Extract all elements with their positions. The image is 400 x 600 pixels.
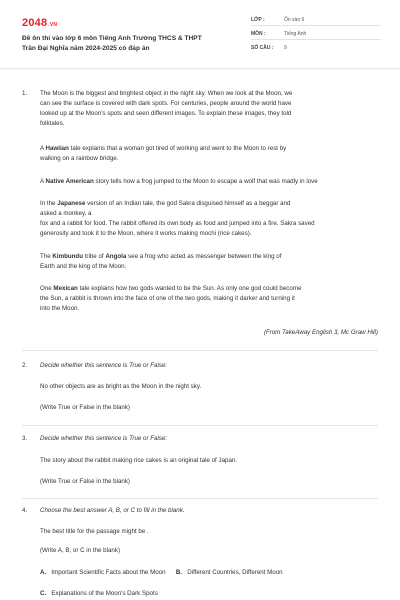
meta-label: LỚP : <box>251 17 265 23</box>
site-logo[interactable] <box>22 17 57 29</box>
question-divider <box>22 425 378 426</box>
passage-line: A Native American story tells how a frog jumped to the Moon to escape a wolf that was madly in love <box>40 178 318 185</box>
meta-value: 9 <box>284 45 287 51</box>
answer-hint: (Write True or False in the blank) <box>40 478 130 485</box>
meta-value: Ôn vào 6 <box>284 17 305 23</box>
passage-line: can see the surface is covered with dark spots. For centuries, people around the world have <box>40 100 292 107</box>
passage-paragraph-3 <box>40 177 318 187</box>
meta-divider <box>251 25 381 26</box>
passage-paragraph-4 <box>40 199 315 239</box>
passage-line: generosity and took it to the Moon, where it works making mochi (rice cakes). <box>40 230 252 237</box>
question-statement: The story about the rabbit making rice cakes is an original tale of Japan. <box>40 457 238 464</box>
question-instruction: Decide whether this sentence is True or False: <box>40 435 168 442</box>
passage-paragraph-5 <box>40 252 281 272</box>
passage-line: In the Japanese version of an Indian tale, the god Sakra disguised himself as a beggar and <box>40 200 291 207</box>
passage-line: looked up at the Moon's spots and seen different images. To explain these images, they told <box>40 110 292 117</box>
passage-line: fox and a rabbit for food. The rabbit offered its own body as food and jumped into a fire. Sakra saved <box>40 220 315 227</box>
question-number: 1. <box>22 90 28 97</box>
answer-hint: (Write True or False in the blank) <box>40 404 130 411</box>
option-a-text: Important Scientific Facts about the Moon <box>51 569 166 576</box>
passage-line: The Moon is the biggest and brightest object in the night sky. When we look at the Moon, we <box>40 90 293 97</box>
option-c-letter: C. <box>40 590 47 597</box>
passage-line: the Sun, a rabbit is thrown into the face of one of the two gods, making it darker and turning it <box>40 295 295 302</box>
question-instruction: Decide whether this sentence is True or False: <box>40 362 168 369</box>
bold-term: Kimbundu <box>52 253 83 260</box>
bold-term: Mexican <box>53 285 78 292</box>
passage-line: A Hawiian tale explains that a woman got tired of working and went to the Moon to rest by <box>40 145 287 152</box>
passage-line: Earth and the king of the Moon. <box>40 263 127 270</box>
meta-label: SỐ CÂU : <box>251 45 274 51</box>
document-title-line2: Trần Đại Nghĩa năm 2024-2025 có đáp án <box>22 44 150 52</box>
bold-term: Native American <box>45 178 94 185</box>
passage-line: into the Moon. <box>40 305 80 312</box>
option-c-text: Explanations of the Moon's Dark Spots <box>51 590 158 597</box>
question-number: 2. <box>22 362 28 369</box>
meta-value: Tiếng Anh <box>284 31 307 37</box>
document-title-line1: Đề ôn thi vào lớp 6 môn Tiếng Anh Trường THCS & THPT <box>22 35 202 42</box>
answer-options-row <box>40 568 283 578</box>
page-header <box>0 0 400 69</box>
option-b-text: Different Countries, Different Moon <box>187 569 283 576</box>
passage-paragraph-2 <box>40 144 286 164</box>
option-b-letter: B. <box>175 569 183 576</box>
passage-line: walking on a rainbow bridge. <box>40 155 119 162</box>
question-number: 3. <box>22 435 28 442</box>
question-statement: No other objects are as bright as the Moon in the night sky. <box>40 383 202 390</box>
passage-paragraph-6 <box>40 284 301 314</box>
meta-label: MÔN : <box>251 31 266 37</box>
question-divider <box>22 498 378 499</box>
passage-line: folktales. <box>40 120 65 127</box>
logo-sub: .VN <box>48 22 58 28</box>
passage-line: One Mexican tale explains how two gods wanted to be the Sun. As only one god could become <box>40 285 302 292</box>
option-a-letter: A. <box>40 569 47 576</box>
passage-line: asked a monkey, a <box>40 210 92 217</box>
meta-divider <box>251 39 381 40</box>
passage-line: The Kimbundu tribe of Angola see a frog who acted as messenger between the king of <box>40 253 282 260</box>
passage-paragraph-1 <box>40 89 292 129</box>
bold-term: Japanese <box>57 200 86 207</box>
question-divider <box>22 350 378 351</box>
question-statement: The best title for the passage might be . <box>40 528 149 535</box>
passage-source: (From TakeAway English 3, Mc Graw Hill) <box>263 329 378 336</box>
logo-main: 2048 <box>22 17 48 29</box>
answer-options-row <box>40 589 158 599</box>
question-instruction: Choose the best answer A, B, or C to fill in the blank. <box>40 507 185 514</box>
answer-hint: (Write A, B, or C in the blank) <box>40 547 121 554</box>
bold-term: Angola <box>105 253 127 260</box>
question-number: 4. <box>22 507 28 514</box>
bold-term: Hawiian <box>45 145 69 152</box>
document-title <box>22 34 247 53</box>
